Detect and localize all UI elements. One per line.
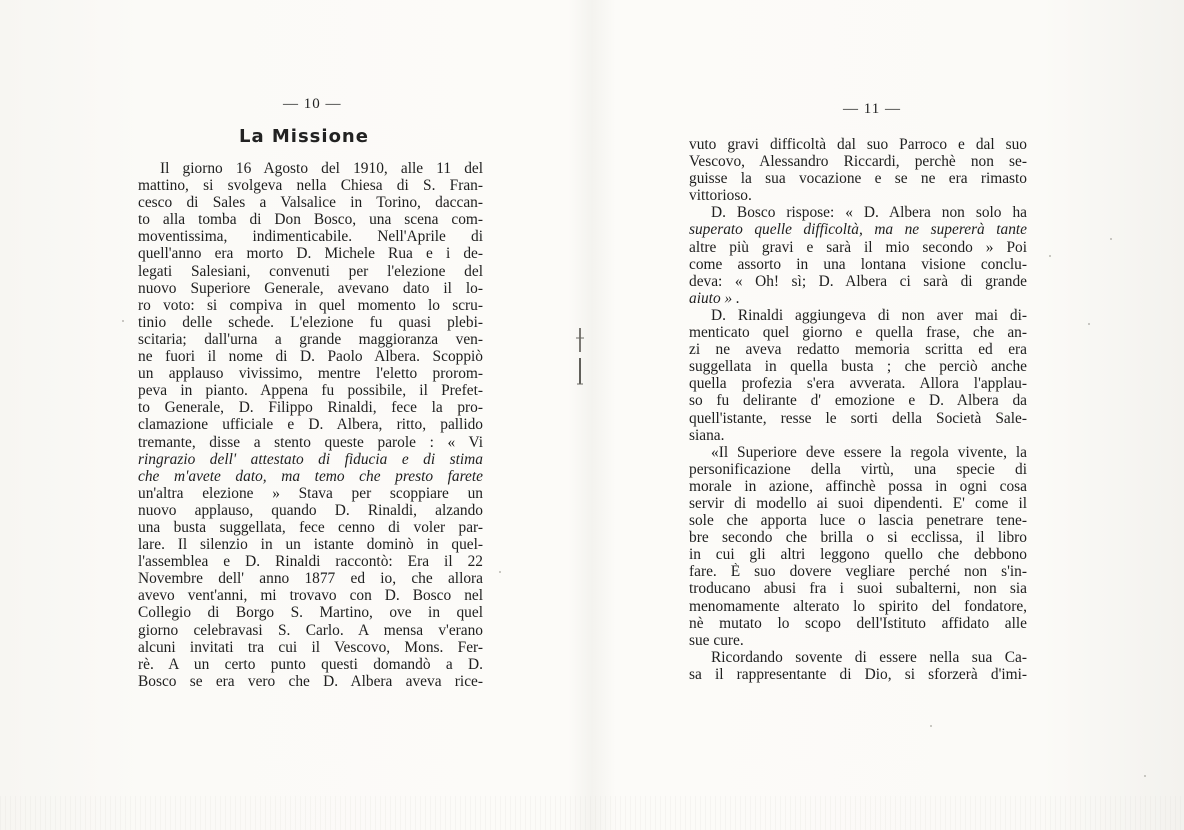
- text-line: rè. A un certo punto questi domandò a D.: [138, 655, 483, 673]
- text-line: so fu delirante d' emozione e D. Albera da: [689, 392, 1027, 410]
- paper-speck: [930, 725, 932, 727]
- text-line: aiuto » .: [689, 289, 740, 307]
- paper-speck: [1110, 238, 1112, 240]
- text-line: Il giorno 16 Agosto del 1910, alle 11 del: [160, 160, 483, 177]
- text-line: fare. È suo dovere vegliare perché non s'in-: [689, 563, 1027, 581]
- text-line: ro voto: si compiva in quel momento lo scru-: [138, 296, 483, 314]
- binding-mark-icon: [573, 326, 587, 388]
- text-line: tremante, disse a stento queste parole : « Vi: [138, 433, 483, 451]
- page-number-right: — 11 —: [843, 101, 901, 117]
- text-line: quella profezia s'era avverata. Allora l'applau-: [689, 375, 1027, 393]
- text-line: sa il rappresentante di Dio, si sforzerà d'imi-: [689, 665, 1027, 683]
- text-line: l'assemblea e D. Rinaldi raccontò: Era il 22: [138, 553, 483, 571]
- left-page-body: [138, 160, 483, 690]
- text-line: un applauso vivissimo, mentre l'eletto prorom-: [138, 365, 483, 383]
- paper-speck: [122, 320, 124, 322]
- text-line: suggellata in quella busta ; che perciò anche: [689, 358, 1027, 376]
- text-line: D. Rinaldi aggiungeva di non aver mai di-: [711, 306, 1027, 324]
- text-line: sue cure.: [689, 631, 744, 649]
- text-line: Novembre dell' anno 1877 ed io, che allora: [138, 570, 483, 588]
- text-line: Collegio di Borgo S. Martino, ove in quel: [138, 604, 483, 622]
- text-line: ringrazio dell' attestato di fiducia e di stima: [138, 450, 483, 468]
- text-line: legati Salesiani, convenuti per l'elezione del: [138, 262, 483, 280]
- paper-speck: [499, 571, 501, 573]
- text-line: mattino, si svolgeva nella Chiesa di S. Fran-: [138, 177, 483, 195]
- text-line: nuovo applauso, quando D. Rinaldi, alzando: [138, 501, 483, 519]
- text-line: superato quelle difficoltà, ma ne supererà tante: [689, 221, 1027, 239]
- text-line: alcuni invitati tra cui il Vescovo, Mons. Fer-: [138, 638, 483, 656]
- text-line: Vescovo, Alessandro Riccardi, perchè non se-: [689, 153, 1027, 171]
- text-line: una busta suggellata, fece cenno di voler par-: [138, 518, 483, 536]
- text-line: to Generale, D. Filippo Rinaldi, fece la pro-: [138, 399, 483, 417]
- text-line: sole che apporta luce o lascia penetrare tene-: [689, 512, 1027, 530]
- text-line: Bosco se era vero che D. Albera aveva rice-: [138, 672, 483, 690]
- text-line: tinio delle schede. L'elezione fu quasi plebi-: [138, 313, 483, 331]
- gutter-crease: [573, 326, 587, 388]
- text-line: lare. Il silenzio in un istante dominò in quel-: [138, 536, 483, 554]
- text-line: morale in azione, affinchè possa in ogni cosa: [689, 477, 1027, 495]
- text-line: vittorioso.: [689, 187, 752, 205]
- text-line: troducano abusi fra i suoi subalterni, non sia: [689, 580, 1027, 598]
- page-number-left: — 10 —: [283, 96, 342, 112]
- text-line: ne fuori il nome di D. Paolo Albera. Scoppiò: [138, 348, 483, 366]
- text-line: «Il Superiore deve essere la regola vivente, la: [711, 443, 1027, 461]
- text-line: avevo vent'anni, mi trovavo con D. Bosco nel: [138, 587, 483, 605]
- text-line: to alla tomba di Don Bosco, una scena com-: [138, 211, 483, 229]
- text-line: D. Bosco rispose: « D. Albera non solo ha: [711, 204, 1027, 222]
- text-line: servir di modello ai suoi dipendenti. E' come il: [689, 494, 1027, 512]
- text-line: che m'avete dato, ma temo che presto farete: [138, 467, 483, 485]
- chapter-title: La Missione: [239, 126, 369, 147]
- text-line: quell'anno era morto D. Michele Rua e i de-: [138, 245, 483, 263]
- paper-speck: [1088, 323, 1090, 325]
- text-line: guisse la sua vocazione e se ne era rimasto: [689, 170, 1027, 188]
- text-line: peva in pianto. Appena fu possibile, il Prefet-: [138, 382, 483, 400]
- text-line: bre secondo che brilla o si ecclissa, il libro: [689, 529, 1027, 547]
- text-line: un'altra elezione » Stava per scoppiare un: [138, 484, 483, 502]
- text-line: siana.: [689, 426, 725, 444]
- paper-speck: [1144, 775, 1146, 777]
- text-line: vuto gravi difficoltà dal suo Parroco e dal suo: [689, 136, 1027, 153]
- text-line: deva: « Oh! sì; D. Albera ci sarà di grande: [689, 272, 1027, 290]
- text-line: altre più gravi e sarà il mio secondo » Poi: [689, 238, 1027, 256]
- text-line: personificazione della virtù, una specie di: [689, 460, 1027, 478]
- text-line: in cui gli altri leggono quello che debbono: [689, 546, 1027, 564]
- text-line: nè mutato lo scopo dell'Istituto affidato alle: [689, 614, 1027, 632]
- right-page-body: [689, 136, 1027, 683]
- text-line: menomamente alterato lo spirito del fondatore,: [689, 597, 1027, 615]
- text-line: Ricordando sovente di essere nella sua Ca-: [711, 648, 1027, 666]
- right-page: [592, 0, 1184, 830]
- text-line: zi ne aveva redatto memoria scritta ed era: [689, 341, 1027, 359]
- paper-speck: [1049, 255, 1051, 257]
- text-line: clamazione ufficiale e D. Albera, ritto, pallido: [138, 416, 483, 434]
- text-line: giorno celebravasi S. Carlo. A mensa v'erano: [138, 621, 483, 639]
- scan-noise: [0, 796, 1184, 830]
- text-line: scitaria; dall'urna a grande maggioranza ven-: [138, 330, 483, 348]
- text-line: nuovo Superiore Generale, avevano dato il lo-: [138, 279, 483, 297]
- text-line: quell'istante, resse le sorti della Società Sale-: [689, 409, 1027, 427]
- text-line: menticato quel giorno e quella frase, che an-: [689, 324, 1027, 342]
- text-line: come assorto in una lontana visione conclu-: [689, 255, 1027, 273]
- text-line: moventissima, indimenticabile. Nell'Aprile di: [138, 228, 483, 246]
- text-line: cesco di Sales a Valsalice in Torino, daccan-: [138, 194, 483, 212]
